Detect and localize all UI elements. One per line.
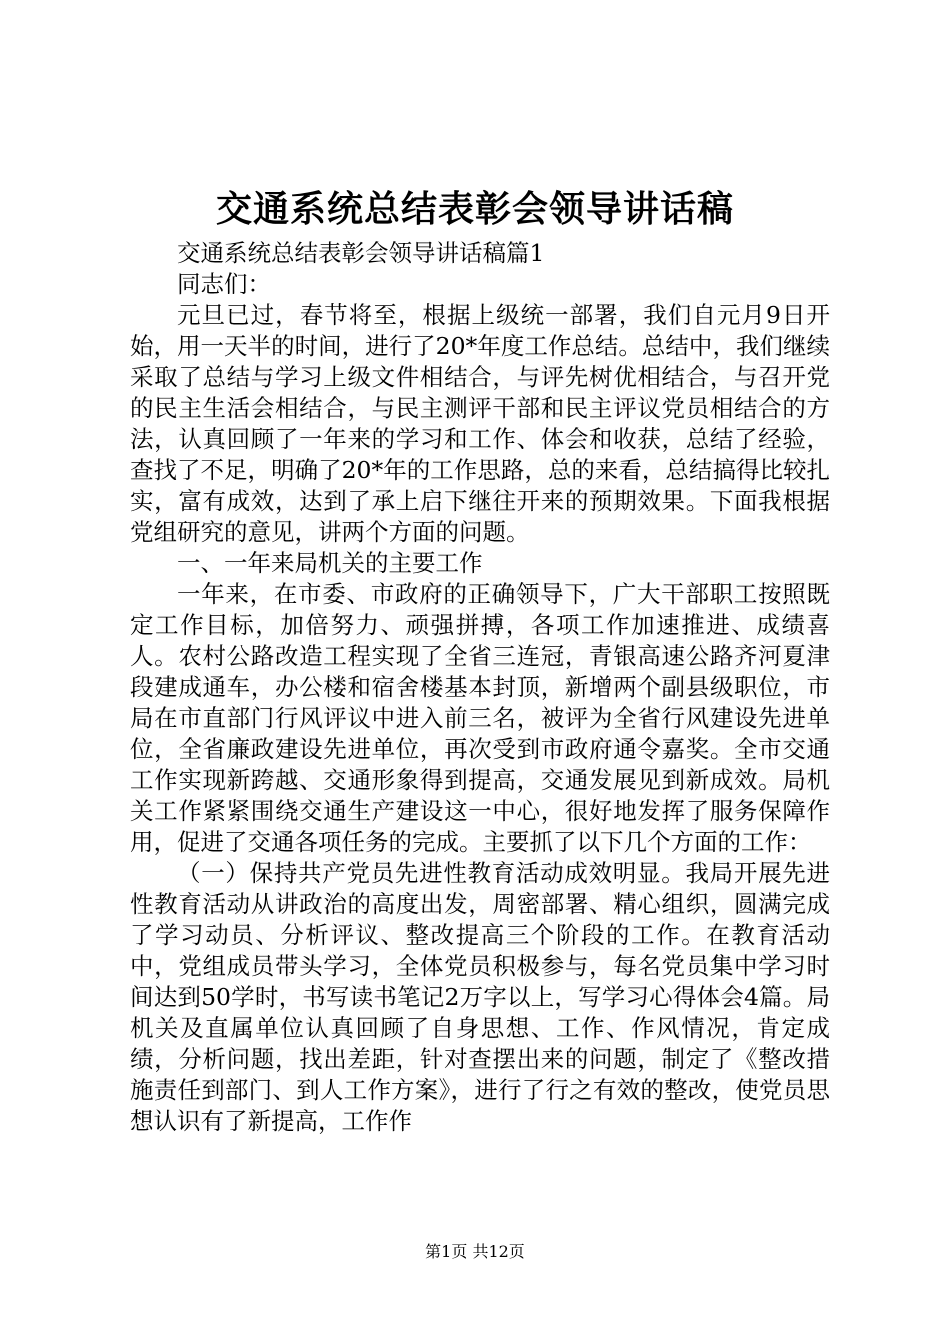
section-heading: 一、一年来局机关的主要工作	[177, 549, 483, 577]
greeting: 同志们：	[177, 270, 271, 298]
paragraph-item-one: （一）保持共产党员先进性教育活动成效明显。我局开展先进性教育活动从讲政治的高度出发，周密部署、精心组织，圆满完成了学习动员、分析评议、整改提高三个阶段的工作。在教育活动中，党组成员带头学习，全体党员积极参与，每名党员集中学习时间达到50学时，书写读书笔记2万字以上，写学习心得体会4篇。局机关及直属单位认真回顾了自身思想、工作、作风情况，肯定成绩，分析问题，找出差距，针对查摆出来的问题，制定了《整改措施责任到部门、到人工作方案》，进行了行之有效的整改，使党员思想认识有了新提高，工作作	[130, 859, 830, 1135]
document-title: 交通系统总结表彰会领导讲话稿	[215, 188, 734, 230]
subtitle: 交通系统总结表彰会领导讲话稿篇1	[177, 239, 545, 267]
page-footer: 第1页 共12页	[425, 1242, 525, 1261]
paragraph-achievements: 一年来，在市委、市政府的正确领导下，广大干部职工按照既定工作目标，加倍努力、顽强拼搏，各项工作加速推进、成绩喜人。农村公路改造工程实现了全省三连冠，青银高速公路齐河夏津段建成通车，办公楼和宿舍楼基本封顶，新增两个副县级职位，市局在市直部门行风评议中进入前三名，被评为全省行风建设先进单位，全省廉政建设先进单位，再次受到市政府通令嘉奖。全市交通工作实现新跨越、交通形象得到提高，交通发展见到新成效。局机关工作紧紧围绕交通生产建设这一中心，很好地发挥了服务保障作用，促进了交通各项任务的完成。主要抓了以下几个方面的工作：	[130, 580, 830, 856]
document-body	[130, 238, 830, 1137]
paragraph-intro: 元旦已过，春节将至，根据上级统一部署，我们自元月9日开始，用一天半的时间，进行了20*年度工作总结。总结中，我们继续采取了总结与学习上级文件相结合，与评先树优相结合，与召开党的民主生活会相结合，与民主测评干部和民主评议党员相结合的方法，认真回顾了一年来的学习和工作、体会和收获，总结了经验，查找了不足，明确了20*年的工作思路，总的来看，总结搞得比较扎实，富有成效，达到了承上启下继往开来的预期效果。下面我根据党组研究的意见，讲两个方面的问题。	[130, 301, 830, 546]
